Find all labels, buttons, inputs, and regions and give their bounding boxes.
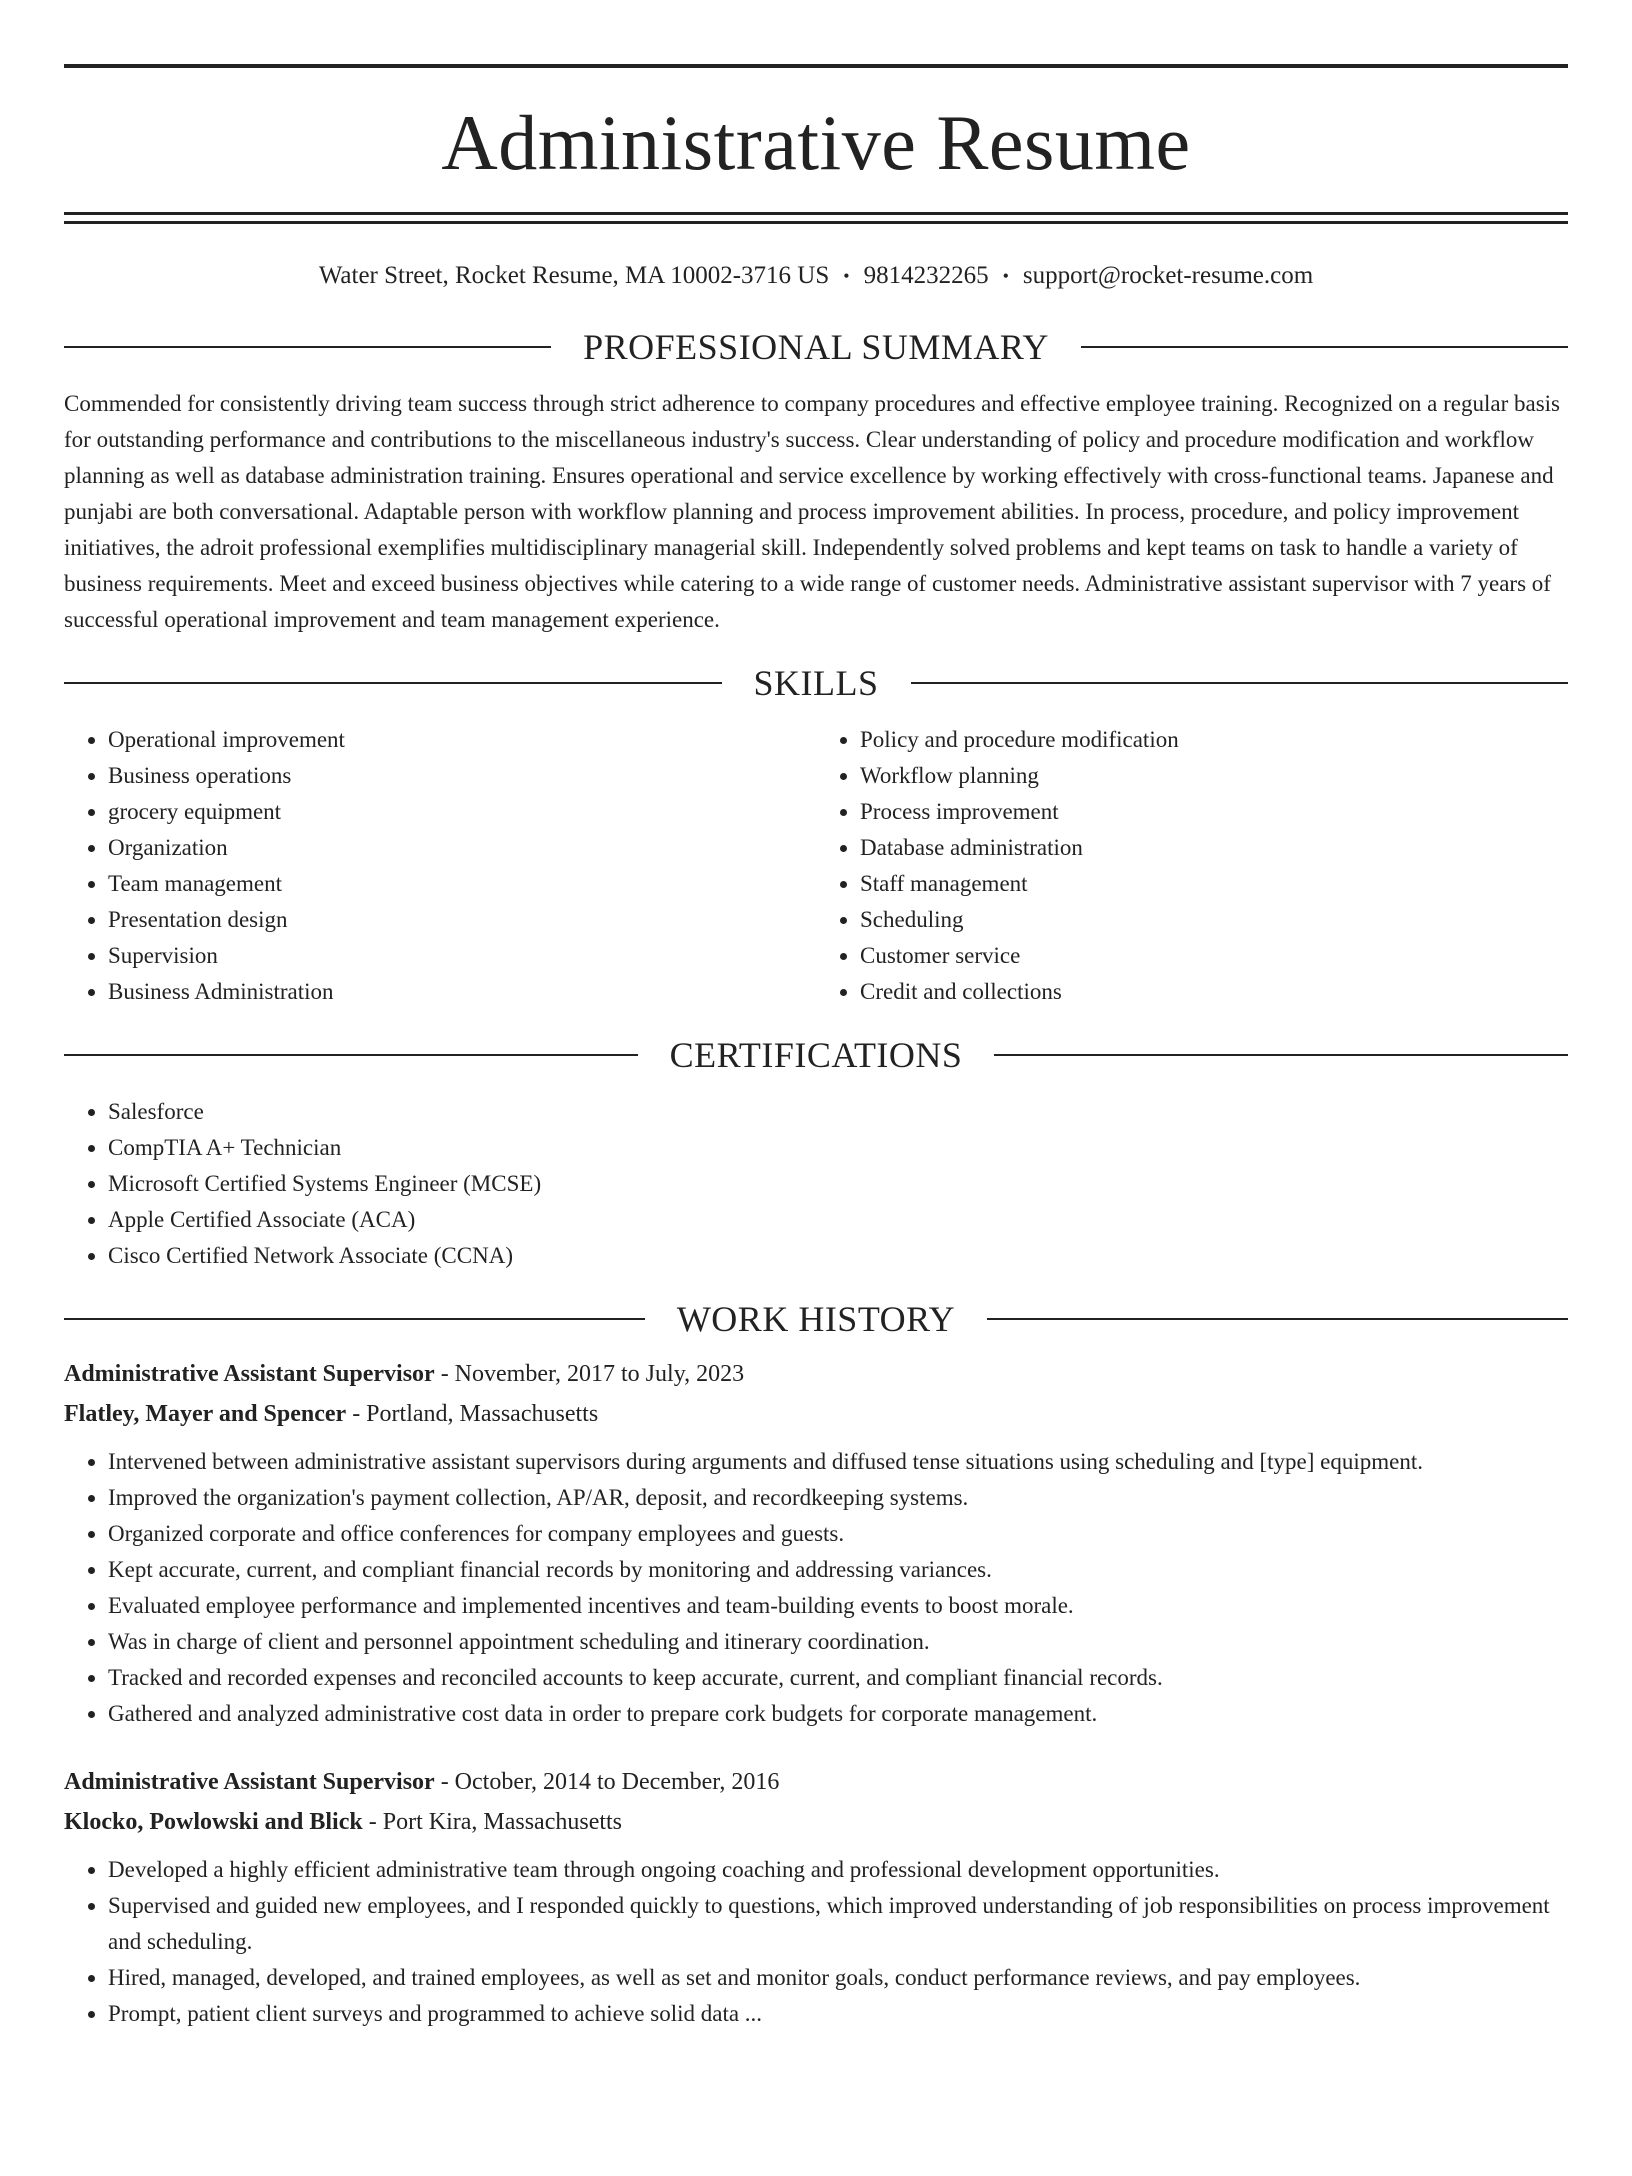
skills-list-right	[816, 722, 1568, 1010]
job-company-line	[64, 1802, 1568, 1842]
job-bullet: • Was in charge of client and personnel appointment scheduling and itinerary coordination.	[108, 1624, 1568, 1660]
certification-item: • Cisco Certified Network Associate (CCNA)	[108, 1238, 1568, 1274]
heading-rule	[987, 1318, 1568, 1320]
job-bullets	[64, 1852, 1568, 2032]
heading-rule	[64, 1054, 638, 1056]
job-bullet: • Tracked and recorded expenses and reconciled accounts to keep accurate, current, and compliant financial records.	[108, 1660, 1568, 1696]
title-double-rule	[64, 212, 1568, 224]
job-location: - Port Kira, Massachusetts	[362, 1809, 623, 1835]
certification-item: • Microsoft Certified Systems Engineer (MCSE)	[108, 1166, 1568, 1202]
skill-item: • Workflow planning	[860, 758, 1568, 794]
certifications-heading-label: CERTIFICATIONS	[669, 1035, 963, 1075]
job-bullets	[64, 1444, 1568, 1732]
skill-item: • Business operations	[108, 758, 816, 794]
top-rule	[64, 64, 1568, 68]
job-entry	[64, 1354, 1568, 1732]
skill-item: • Staff management	[860, 866, 1568, 902]
skill-item: • Organization	[108, 830, 816, 866]
resume-page	[0, 64, 1632, 2032]
contact-separator: •	[1002, 265, 1009, 286]
job-title: Administrative Assistant Supervisor	[64, 1361, 435, 1387]
skill-item: • Process improvement	[860, 794, 1568, 830]
work-history-heading-label: WORK HISTORY	[676, 1299, 956, 1339]
contact-separator: •	[843, 265, 850, 286]
job-company: Klocko, Powlowski and Blick	[64, 1809, 363, 1835]
heading-rule	[911, 682, 1569, 684]
heading-rule	[994, 1054, 1568, 1056]
heading-rule	[64, 346, 551, 348]
job-bullet: • Kept accurate, current, and compliant financial records by monitoring and addressing variances.	[108, 1552, 1568, 1588]
job-bullet: • Improved the organization's payment collection, AP/AR, deposit, and recordkeeping systems.	[108, 1480, 1568, 1516]
job-bullet: • Supervised and guided new employees, and I responded quickly to questions, which improved understanding of job responsibilities on process improvement and scheduling.	[108, 1888, 1568, 1960]
skill-item: • Presentation design	[108, 902, 816, 938]
skills-heading-label: SKILLS	[753, 663, 879, 703]
contact-line	[64, 262, 1568, 290]
job-bullet: • Gathered and analyzed administrative cost data in order to prepare cork budgets for corporate management.	[108, 1696, 1568, 1732]
certification-item: • Salesforce	[108, 1094, 1568, 1130]
skills-heading	[64, 662, 1568, 704]
certification-item: • Apple Certified Associate (ACA)	[108, 1202, 1568, 1238]
job-dates: - October, 2014 to December, 2016	[434, 1769, 780, 1795]
skill-item: • Policy and procedure modification	[860, 722, 1568, 758]
summary-heading	[64, 326, 1568, 368]
summary-text: Commended for consistently driving team success through strict adherence to company procedures and effective employee training. Recognized on a regular basis for outstanding performance and contributions to the miscellaneous industry's success. Clear understanding of policy and procedure modification and workflow planning as well as database administration training. Ensures operational and service excellence by working effectively with cross-functional teams. Japanese and punjabi are both conversational. Adaptable person with workflow planning and process improvement abilities. In process, procedure, and policy improvement initiatives, the adroit professional exemplifies multidisciplinary managerial skill. Independently solved problems and kept teams on task to handle a variety of business requirements. Meet and exceed business objectives while catering to a wide range of customer needs. Administrative assistant supervisor with 7 years of successful operational improvement and team management experience.	[64, 391, 1560, 632]
certifications-list	[64, 1094, 1568, 1274]
heading-rule	[1081, 346, 1568, 348]
job-bullet: • Intervened between administrative assistant supervisors during arguments and diffused tense situations using scheduling and [type] equipment.	[108, 1444, 1568, 1480]
job-bullet: • Developed a highly efficient administrative team through ongoing coaching and professional development opportunities.	[108, 1852, 1568, 1888]
certification-item: • CompTIA A+ Technician	[108, 1130, 1568, 1166]
job-bullet: • Evaluated employee performance and implemented incentives and team-building events to boost morale.	[108, 1588, 1568, 1624]
heading-rule	[64, 1318, 645, 1320]
job-bullet: • Prompt, patient client surveys and programmed to achieve solid data ...	[108, 1996, 1568, 2032]
skills-list-left	[64, 722, 816, 1010]
skill-item: • Supervision	[108, 938, 816, 974]
skill-item: • Team management	[108, 866, 816, 902]
job-entry	[64, 1762, 1568, 2032]
job-company-line	[64, 1394, 1568, 1434]
job-title-line	[64, 1762, 1568, 1802]
skills-grid	[64, 722, 1568, 1010]
skill-item: • grocery equipment	[108, 794, 816, 830]
email: support@rocket-resume.com	[1022, 262, 1314, 289]
job-company: Flatley, Mayer and Spencer	[64, 1401, 347, 1427]
skill-item: • Operational improvement	[108, 722, 816, 758]
heading-rule	[64, 682, 722, 684]
work-history-heading	[64, 1298, 1568, 1340]
summary-heading-label: PROFESSIONAL SUMMARY	[583, 327, 1049, 367]
resume-title: Administrative Resume	[441, 99, 1191, 186]
job-dates: - November, 2017 to July, 2023	[434, 1361, 745, 1387]
job-location: - Portland, Massachusetts	[346, 1401, 599, 1427]
job-bullet: • Hired, managed, developed, and trained employees, as well as set and monitor goals, conduct performance reviews, and pay employees.	[108, 1960, 1568, 1996]
certifications-heading	[64, 1034, 1568, 1076]
skill-item: • Database administration	[860, 830, 1568, 866]
job-title-line	[64, 1354, 1568, 1394]
address: Water Street, Rocket Resume, MA 10002-3716 US	[318, 262, 830, 289]
skill-item: • Customer service	[860, 938, 1568, 974]
phone: 9814232265	[863, 262, 989, 289]
job-bullet: • Organized corporate and office conferences for company employees and guests.	[108, 1516, 1568, 1552]
skill-item: • Business Administration	[108, 974, 816, 1010]
skill-item: • Credit and collections	[860, 974, 1568, 1010]
job-title: Administrative Assistant Supervisor	[64, 1769, 435, 1795]
skill-item: • Scheduling	[860, 902, 1568, 938]
